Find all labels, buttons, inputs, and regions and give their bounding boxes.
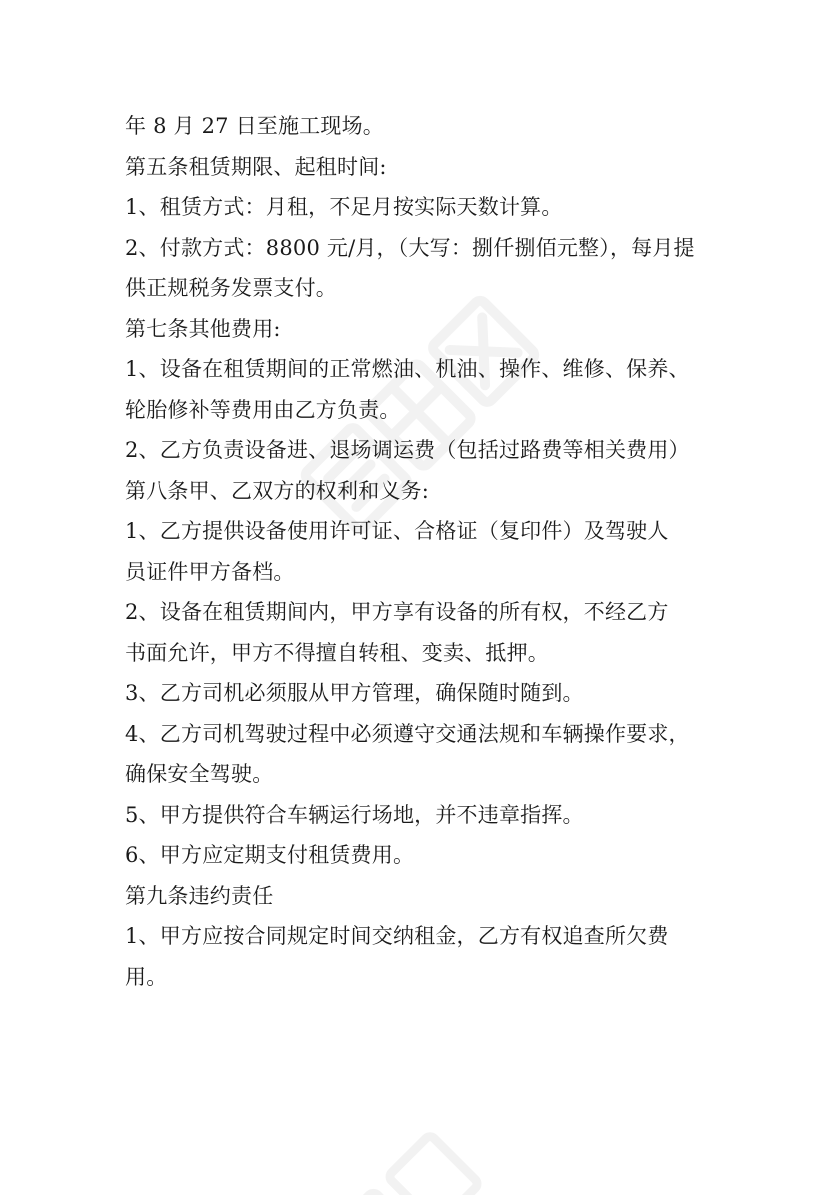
text-line: 确保安全驾驶。 <box>125 762 274 786</box>
text-line: 6、甲方应定期支付租赁费用。 <box>125 843 415 867</box>
text-line: 1、乙方提供设备使用许可证、合格证（复印件）及驾驶人 <box>125 519 669 543</box>
text-line: 2、设备在租赁期间内，甲方享有设备的所有权，不经乙方 <box>125 600 669 624</box>
text-line: 年 8 月 27 日至施工现场。 <box>125 114 384 138</box>
text-line: 供正规税务发票支付。 <box>125 276 337 300</box>
article-heading: 第九条违约责任 <box>125 883 274 908</box>
text-line: 3、乙方司机必须服从甲方管理，确保随时随到。 <box>125 681 584 705</box>
text-line: 2、乙方负责设备进、退场调运费（包括过路费等相关费用） <box>125 438 690 462</box>
watermark-fragment-icon <box>300 1075 560 1195</box>
text-line: 1、设备在租赁期间的正常燃油、机油、操作、维修、保养、 <box>125 357 690 381</box>
text-line: 用。 <box>125 964 168 989</box>
text-line: 1、甲方应按合同规定时间交纳租金，乙方有权追查所欠费 <box>125 924 669 948</box>
article-heading: 第八条甲、乙双方的权利和义务: <box>125 478 430 503</box>
text-line: 书面允许，甲方不得擅自转租、变卖、抵押。 <box>125 640 549 665</box>
text-line: 员证件甲方备档。 <box>125 559 295 584</box>
article-heading: 第五条租赁期限、起租时间: <box>125 154 387 179</box>
text-line: 4、乙方司机驾驶过程中必须遵守交通法规和车辆操作要求， <box>125 721 690 746</box>
text-line: 1、租赁方式：月租，不足月按实际天数计算。 <box>125 195 563 219</box>
article-heading: 第七条其他费用: <box>125 316 281 341</box>
text-line: 轮胎修补等费用由乙方负责。 <box>125 397 401 422</box>
document-body <box>125 106 725 997</box>
text-line: 5、甲方提供符合车辆运行场地，并不违章指挥。 <box>125 802 584 827</box>
text-line: 2、付款方式：8800 元/月，（大写：捌仟捌佰元整），每月提 <box>125 235 695 260</box>
